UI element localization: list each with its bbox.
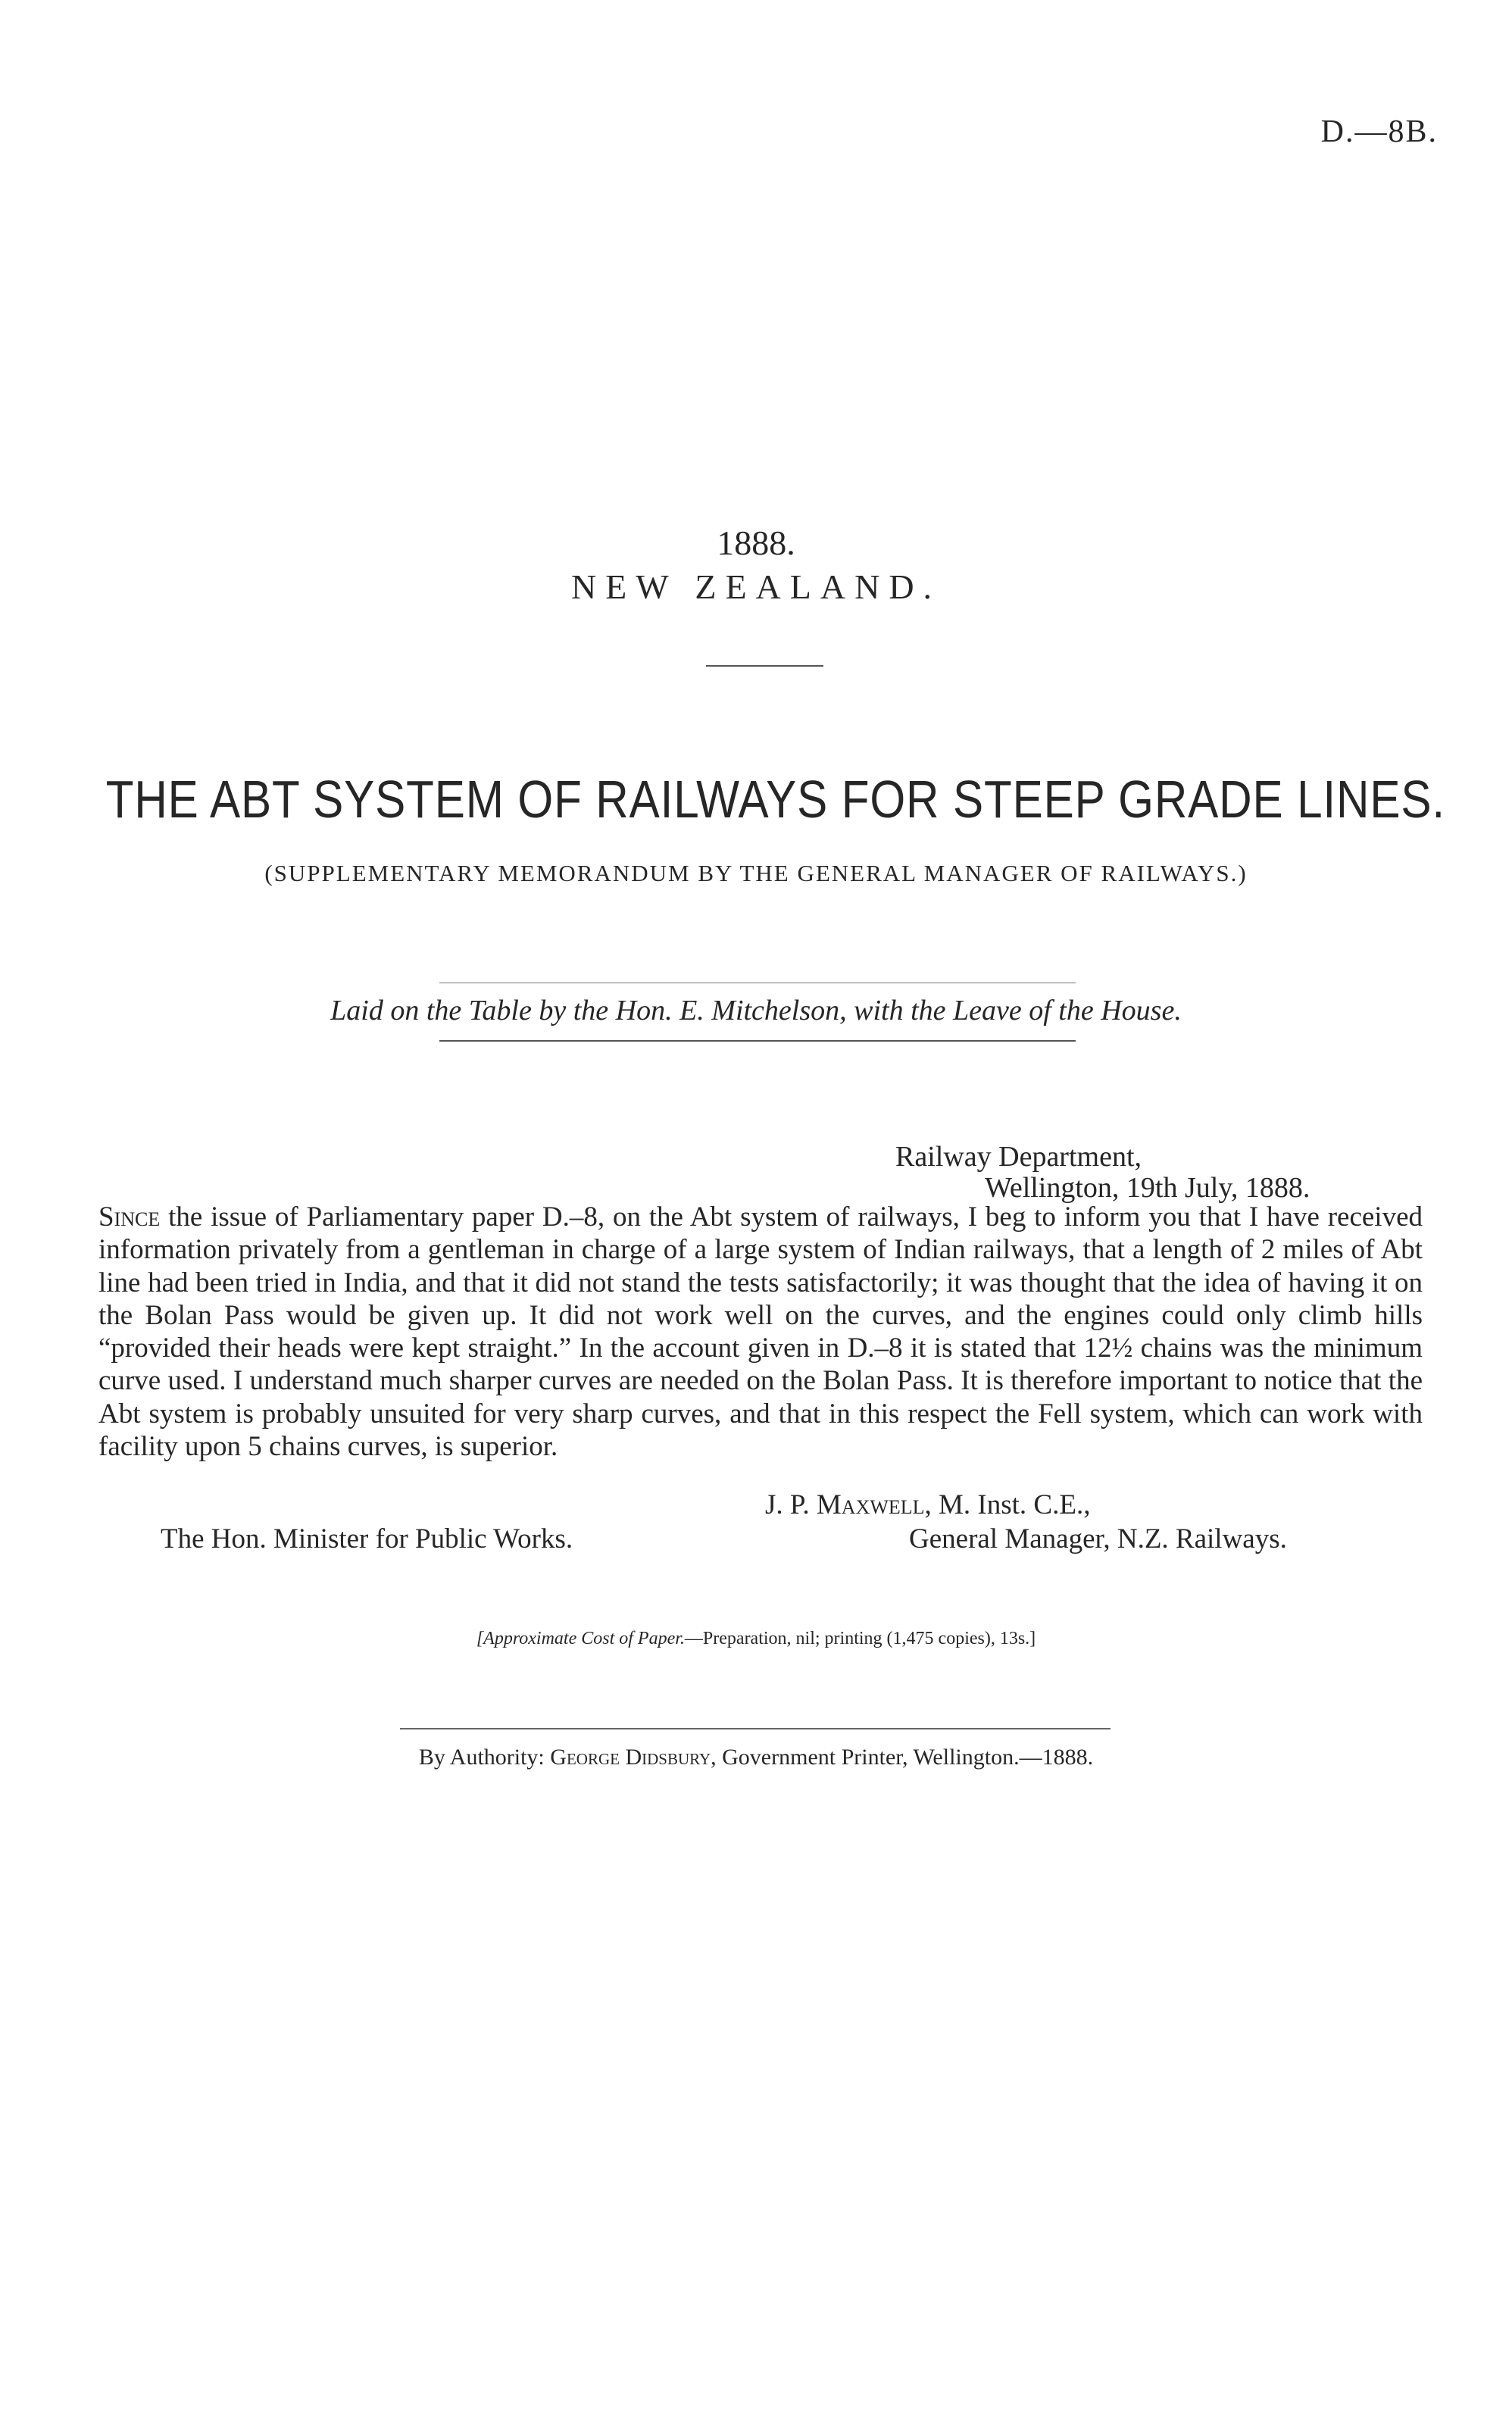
letter-opening-word: Since — [98, 1201, 161, 1233]
letter-address-place-date: Wellington, 19th July, 1888. — [985, 1172, 1311, 1204]
signatory-title: General Manager, N.Z. Railways. — [909, 1523, 1287, 1554]
document-country: NEW ZEALAND. — [570, 567, 942, 606]
printer-imprint — [0, 1745, 1512, 1770]
letter-body-text: the issue of Parliamentary paper D.–8, on the Abt system of railways, I beg to inform you that I have received information privately from a gentleman in charge of a large system of Indian railways, that a length of 2 miles of Abt line had been tried in India, and that it did not stand the tests satisfactorily; it was thought that the idea of having it on the Bolan Pass would be given up. It did not work well on the curves, and the engines could only climb hills “provided their heads were kept straight.” In the account given in D.–8 it is stated that 12½ chains was the minimum curve used. I understand much sharper curves are needed on the Bolan Pass. It is therefore important to notice that the Abt system is probably unsuited for very sharp curves, and that in this respect the Fell system, which can work with facility upon 5 chains curves, is superior. — [98, 1201, 1423, 1463]
cost-label: [Approximate Cost of Paper. — [476, 1629, 685, 1648]
laid-on-table-note: Laid on the Table by the Hon. E. Mitchelson, with the Leave of the House. — [330, 995, 1182, 1026]
document-title: THE ABT SYSTEM OF RAILWAYS FOR STEEP GRADE LINES. — [105, 770, 1445, 829]
document-reference: D.—8B. — [1320, 114, 1438, 149]
cost-details: —Preparation, nil; printing (1,475 copies), 13s.] — [684, 1629, 1036, 1648]
signatory-surname: Maxwell, — [816, 1489, 932, 1520]
cost-of-paper-note — [0, 1629, 1512, 1649]
letter-body — [98, 1201, 1423, 1463]
imprint-suffix: Government Printer, Wellington.—1888. — [722, 1745, 1094, 1770]
printer-name: George Didsbury, — [550, 1745, 717, 1770]
letter-addressee: The Hon. Minister for Public Works. — [161, 1523, 573, 1554]
document-subtitle: (SUPPLEMENTARY MEMORANDUM BY THE GENERAL MANAGER OF RAILWAYS.) — [264, 860, 1248, 886]
masthead-divider — [706, 665, 823, 667]
signatory-initials: J. P. — [765, 1489, 810, 1520]
imprint-prefix: By Authority: — [418, 1745, 545, 1770]
signatory-name — [765, 1489, 1090, 1521]
footer-divider — [400, 1728, 1111, 1729]
laid-on-table-bottom-rule — [439, 1040, 1076, 1042]
signatory-qualifications: M. Inst. C.E., — [939, 1489, 1091, 1520]
document-year: 1888. — [717, 523, 795, 562]
letter-address-department: Railway Department, — [895, 1141, 1142, 1173]
